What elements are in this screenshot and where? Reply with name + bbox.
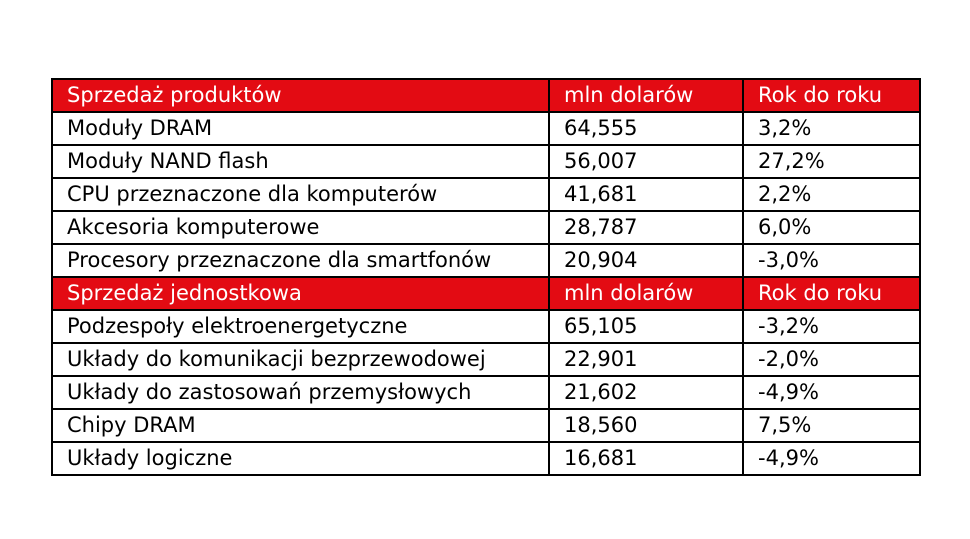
- section-header-row: [52, 79, 920, 112]
- table-row: [52, 442, 920, 475]
- row-label: Podzespoły elektroenergetyczne: [52, 310, 549, 343]
- row-change: 27,2%: [743, 145, 920, 178]
- row-value: 20,904: [549, 244, 743, 277]
- row-change: -2,0%: [743, 343, 920, 376]
- column-header-change: Rok do roku: [743, 79, 920, 112]
- row-label: Moduły NAND flash: [52, 145, 549, 178]
- sales-table: [51, 78, 921, 476]
- row-change: -4,9%: [743, 376, 920, 409]
- sales-table-container: [51, 78, 919, 476]
- row-change: -3,2%: [743, 310, 920, 343]
- table-row: [52, 211, 920, 244]
- row-label: Akcesoria komputerowe: [52, 211, 549, 244]
- table-row: [52, 343, 920, 376]
- column-header-change: Rok do roku: [743, 277, 920, 310]
- row-value: 64,555: [549, 112, 743, 145]
- row-label: Chipy DRAM: [52, 409, 549, 442]
- row-value: 21,602: [549, 376, 743, 409]
- table-row: [52, 244, 920, 277]
- row-label: Układy logiczne: [52, 442, 549, 475]
- row-change: -3,0%: [743, 244, 920, 277]
- table-row: [52, 112, 920, 145]
- section-title: Sprzedaż produktów: [52, 79, 549, 112]
- table-row: [52, 178, 920, 211]
- row-value: 28,787: [549, 211, 743, 244]
- section-title: Sprzedaż jednostkowa: [52, 277, 549, 310]
- row-label: Układy do komunikacji bezprzewodowej: [52, 343, 549, 376]
- table-row: [52, 145, 920, 178]
- row-label: CPU przeznaczone dla komputerów: [52, 178, 549, 211]
- row-value: 41,681: [549, 178, 743, 211]
- row-value: 18,560: [549, 409, 743, 442]
- row-change: 6,0%: [743, 211, 920, 244]
- row-value: 22,901: [549, 343, 743, 376]
- row-label: Procesory przeznaczone dla smartfonów: [52, 244, 549, 277]
- row-change: -4,9%: [743, 442, 920, 475]
- table-row: [52, 310, 920, 343]
- table-row: [52, 409, 920, 442]
- column-header-value: mln dolarów: [549, 277, 743, 310]
- section-header-row: [52, 277, 920, 310]
- row-value: 65,105: [549, 310, 743, 343]
- row-change: 7,5%: [743, 409, 920, 442]
- row-value: 56,007: [549, 145, 743, 178]
- row-value: 16,681: [549, 442, 743, 475]
- row-label: Moduły DRAM: [52, 112, 549, 145]
- row-change: 2,2%: [743, 178, 920, 211]
- column-header-value: mln dolarów: [549, 79, 743, 112]
- row-label: Układy do zastosowań przemysłowych: [52, 376, 549, 409]
- row-change: 3,2%: [743, 112, 920, 145]
- table-row: [52, 376, 920, 409]
